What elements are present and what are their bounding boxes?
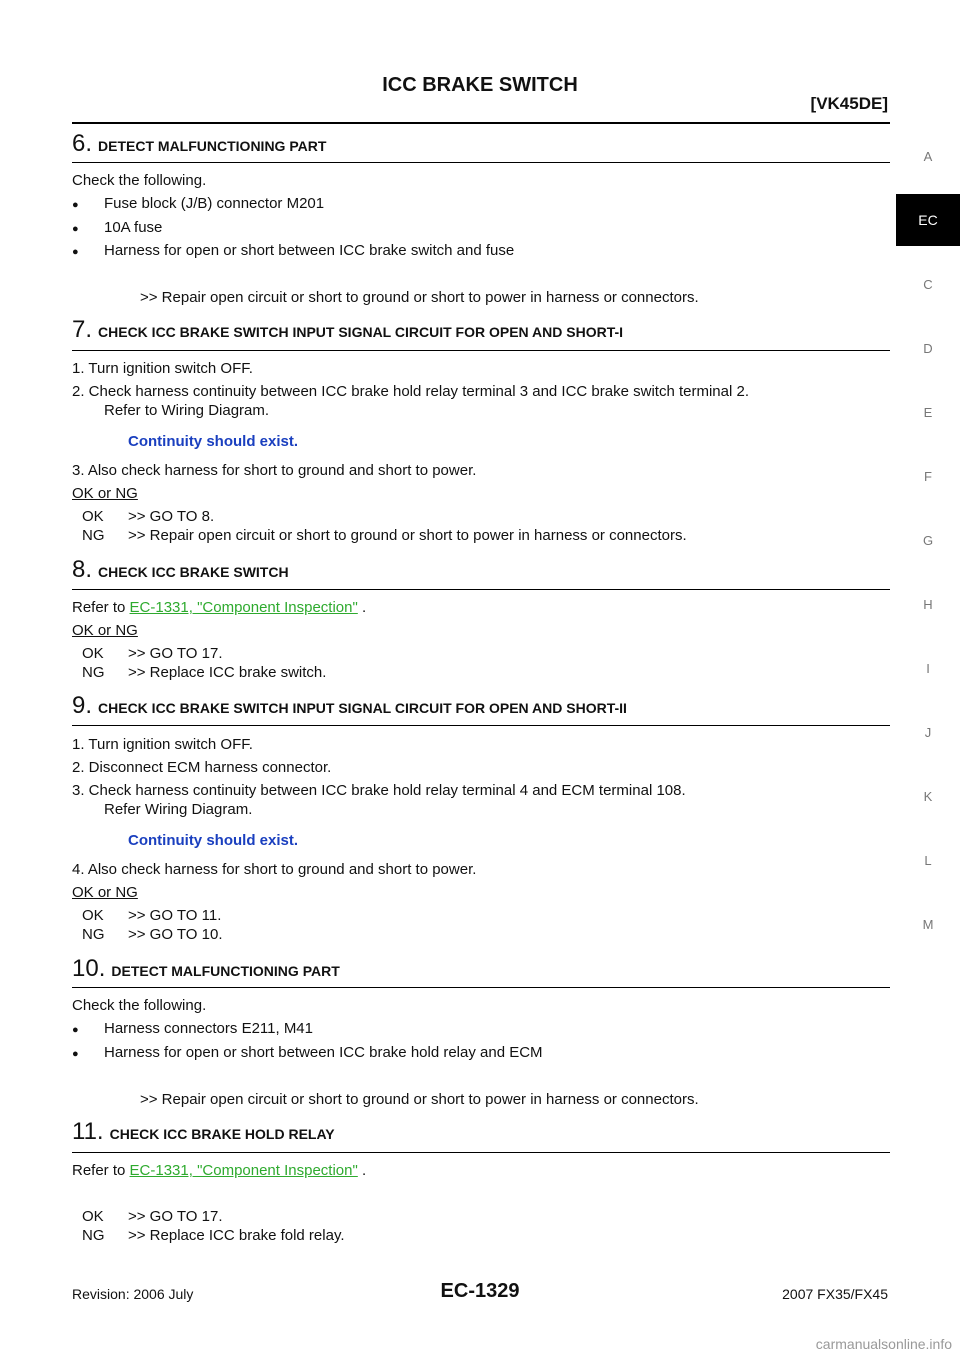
step-rule (72, 1152, 890, 1153)
step-7-heading (72, 316, 890, 344)
step-10-bullet: ● Harness for open or short between ICC brake hold relay and ECM (104, 1043, 543, 1063)
step-6-bullet: ● Fuse block (J/B) connector M201 (104, 194, 324, 214)
ng-label: NG (82, 664, 105, 681)
ok-result: >> GO TO 17. (128, 1208, 223, 1225)
step-9-line: 2. Disconnect ECM harness connector. (72, 759, 332, 776)
step-title: DETECT MALFUNCTIONING PART (98, 138, 327, 154)
step-10-result: >> Repair open circuit or short to ground or short to power in harness or connectors. (140, 1091, 699, 1108)
step-6-intro: Check the following. (72, 172, 207, 189)
side-tab-d[interactable]: D (923, 341, 933, 356)
vehicle-model: 2007 FX35/FX45 (782, 1286, 888, 1302)
engine-code: [VK45DE] (810, 94, 888, 113)
side-tab-l[interactable]: L (924, 853, 932, 868)
spec-text: Continuity should exist. (128, 433, 299, 450)
watermark: carmanualsonline.info (815, 1336, 952, 1352)
ok-label: OK (82, 508, 104, 525)
step-9-heading (72, 692, 890, 720)
step-7-line: Refer to Wiring Diagram. (104, 402, 270, 419)
page-title: ICC BRAKE SWITCH (382, 74, 578, 96)
step-9-line: 3. Check harness continuity between ICC brake hold relay terminal 4 and ECM terminal 108. (72, 782, 686, 799)
step-11-refer (72, 1161, 366, 1181)
side-tab-m[interactable]: M (922, 917, 934, 932)
step-7-line: 2. Check harness continuity between ICC brake hold relay terminal 3 and ICC brake switch terminal 2. (72, 383, 749, 400)
ok-result: >> GO TO 17. (128, 645, 223, 662)
step-7-line: 1. Turn ignition switch OFF. (72, 360, 253, 377)
side-tab-ec[interactable]: EC (896, 194, 960, 246)
step-rule (72, 162, 890, 163)
side-tab-f[interactable]: F (924, 469, 932, 484)
side-tab-a[interactable]: A (923, 149, 933, 164)
ng-result: >> Repair open circuit or short to ground or short to power in harness or connectors. (128, 527, 687, 544)
step-rule (72, 589, 890, 590)
ng-label: NG (82, 527, 105, 544)
step-10-bullet: ● Harness connectors E211, M41 (104, 1019, 313, 1039)
step-number: 10. (72, 955, 106, 982)
step-10-heading (72, 955, 890, 983)
ng-label: NG (82, 1227, 105, 1244)
ok-result: >> GO TO 8. (128, 508, 215, 525)
ng-label: NG (82, 926, 105, 943)
step-6-result: >> Repair open circuit or short to ground or short to power in harness or connectors. (140, 289, 699, 306)
side-tab-k[interactable]: K (923, 789, 933, 804)
step-7-line: 3. Also check harness for short to ground and short to power. (72, 462, 477, 479)
step-number: 6. (72, 130, 93, 157)
step-8-refer (72, 598, 366, 618)
ok-label: OK (82, 907, 104, 924)
step-6-bullet: ● Harness for open or short between ICC brake switch and fuse (104, 241, 514, 261)
side-tab-i[interactable]: I (926, 661, 930, 676)
refer-dot: . (357, 599, 367, 616)
ng-result: >> Replace ICC brake fold relay. (128, 1227, 345, 1244)
refer-text: Refer to (72, 599, 130, 616)
ok-ng-label: OK or NG (72, 485, 138, 502)
ok-result: >> GO TO 11. (128, 907, 222, 924)
ok-ng-label: OK or NG (72, 622, 138, 639)
step-title: CHECK ICC BRAKE SWITCH INPUT SIGNAL CIRCUIT FOR OPEN AND SHORT-I (98, 324, 624, 340)
header-rule (72, 122, 890, 124)
step-9-line: Refer Wiring Diagram. (104, 801, 253, 818)
step-title: CHECK ICC BRAKE HOLD RELAY (109, 1126, 335, 1142)
step-6-bullet: ● 10A fuse (104, 218, 162, 238)
page-number: EC-1329 (440, 1280, 520, 1302)
spec-text: Continuity should exist. (128, 832, 299, 849)
side-tab-c[interactable]: C (923, 277, 933, 292)
ng-result: >> Replace ICC brake switch. (128, 664, 327, 681)
component-inspection-link[interactable]: EC-1331, "Component Inspection" (129, 599, 358, 616)
step-8-heading (72, 556, 890, 584)
step-title: CHECK ICC BRAKE SWITCH INPUT SIGNAL CIRCUIT FOR OPEN AND SHORT-II (98, 700, 627, 716)
step-rule (72, 987, 890, 988)
step-rule (72, 350, 890, 351)
component-inspection-link[interactable]: EC-1331, "Component Inspection" (129, 1162, 358, 1179)
side-tab-h[interactable]: H (923, 597, 933, 612)
step-11-heading (72, 1118, 890, 1146)
step-number: 7. (72, 316, 93, 343)
revision-date: Revision: 2006 July (72, 1286, 194, 1302)
step-6-heading (72, 130, 890, 158)
step-rule (72, 725, 890, 726)
refer-dot: . (357, 1162, 367, 1179)
side-tab-e[interactable]: E (923, 405, 933, 420)
side-tab-g[interactable]: G (922, 533, 934, 548)
step-title: DETECT MALFUNCTIONING PART (111, 963, 340, 979)
ok-label: OK (82, 645, 104, 662)
ok-ng-label: OK or NG (72, 884, 138, 901)
step-number: 9. (72, 692, 93, 719)
step-number: 11. (72, 1118, 104, 1145)
step-9-line: 1. Turn ignition switch OFF. (72, 736, 253, 753)
refer-text: Refer to (72, 1162, 130, 1179)
ng-result: >> GO TO 10. (128, 926, 223, 943)
side-tab-j[interactable]: J (924, 725, 932, 740)
step-number: 8. (72, 556, 93, 583)
step-9-line: 4. Also check harness for short to ground and short to power. (72, 861, 477, 878)
step-title: CHECK ICC BRAKE SWITCH (98, 564, 289, 580)
step-10-intro: Check the following. (72, 997, 207, 1014)
ok-label: OK (82, 1208, 104, 1225)
